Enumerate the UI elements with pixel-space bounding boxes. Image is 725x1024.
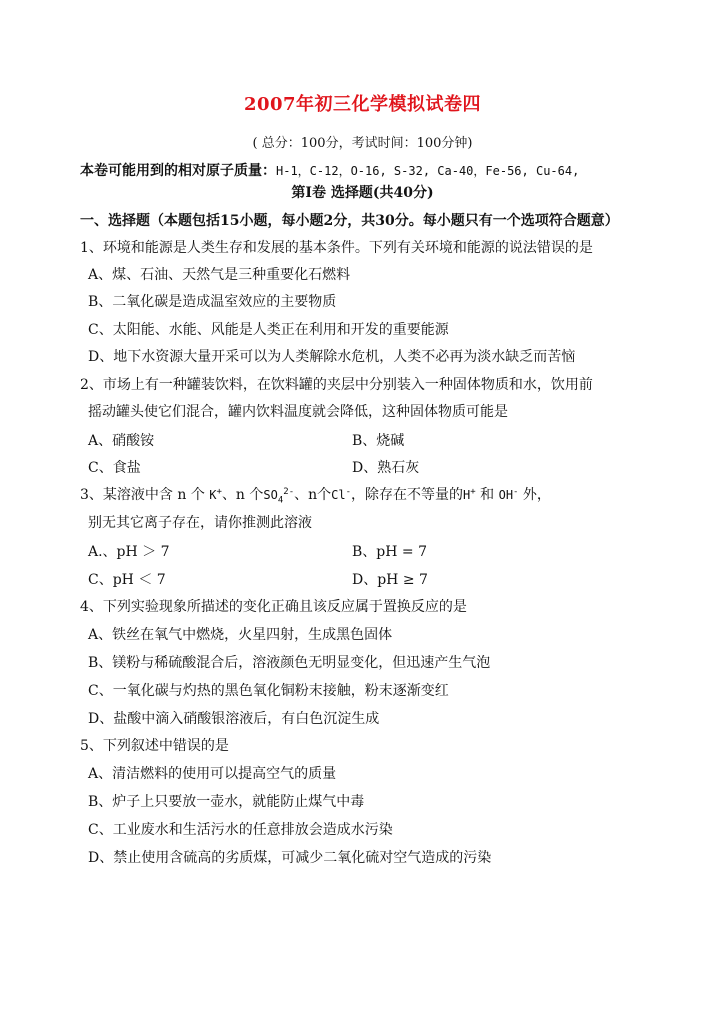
question-1-option-c: C、太阳能、水能、风能是人类正在利用和开发的重要能源 bbox=[88, 322, 449, 338]
question-3-stem-a: 3、某溶液中含 n 个 bbox=[80, 487, 205, 503]
ion-so4: $SO_4^{2-}$ bbox=[263, 487, 295, 506]
question-3-sep1: 、n 个 bbox=[221, 487, 264, 503]
question-4-option-a: A、铁丝在氧气中燃烧，火星四射，生成黑色固体 bbox=[88, 627, 393, 643]
question-1-option-b: B、二氧化碳是造成温室效应的主要物质 bbox=[88, 294, 337, 310]
question-3-and: 和 bbox=[475, 487, 499, 503]
question-5-option-a: A、清洁燃料的使用可以提高空气的质量 bbox=[88, 766, 337, 782]
ion-cl: Cl- bbox=[331, 487, 352, 502]
ion-k: K+ bbox=[209, 487, 222, 502]
part1-title: 第Ⅰ卷 选择题(共40分) bbox=[291, 185, 434, 201]
question-3-option-d: D、pH ≥ 7 bbox=[352, 572, 428, 588]
question-3-stem-continued: 别无其它离子存在，请你推测此溶液 bbox=[88, 515, 312, 531]
question-3-sep2: 、n个 bbox=[294, 487, 332, 503]
atomic-mass-values: H-1，C-12，O-16, S-32, Ca-40，Fe-56, Cu-64, bbox=[276, 164, 580, 178]
question-5-stem: 5、下列叙述中错误的是 bbox=[80, 738, 229, 754]
question-5-option-d: D、禁止使用含硫高的劣质煤，可减少二氧化硫对空气造成的污染 bbox=[88, 850, 492, 866]
question-3-option-a: A.、pH ＞ 7 bbox=[88, 544, 170, 560]
exam-title: 2007年初三化学模拟试卷四 bbox=[243, 94, 482, 115]
question-4-option-c: C、一氧化碳与灼热的黑色氧化铜粉末接触，粉末逐渐变红 bbox=[88, 683, 449, 699]
question-3-stem-b: ，除存在不等量的 bbox=[351, 487, 464, 503]
ion-h: H+ bbox=[463, 487, 476, 502]
question-5-option-b: B、炉子上只要放一壶水，就能防止煤气中毒 bbox=[88, 794, 365, 810]
question-2-stem: 2、市场上有一种罐装饮料，在饮料罐的夹层中分别装入一种固体物质和水，饮用前 bbox=[80, 377, 593, 393]
atomic-mass-label: 本卷可能用到的相对原子质量： bbox=[80, 163, 276, 179]
question-2-stem-continued: 摇动罐头使它们混合，罐内饮料温度就会降低，这种固体物质可能是 bbox=[88, 404, 508, 420]
question-1-option-d: D、地下水资源大量开采可以为人类解除水危机，人类不必再为淡水缺乏而苦恼 bbox=[88, 349, 576, 365]
question-5-option-c: C、工业废水和生活污水的任意排放会造成水污染 bbox=[88, 822, 393, 838]
exam-subtitle: ( 总分：100分，考试时间：100分钟) bbox=[252, 136, 473, 151]
question-2-option-a: A、硝酸铵 bbox=[88, 433, 155, 449]
question-3-stem-c: 外， bbox=[518, 487, 551, 503]
question-2-option-d: D、熟石灰 bbox=[352, 460, 420, 476]
question-3-option-b: B、pH = 7 bbox=[352, 544, 427, 560]
question-2-option-b: B、烧碱 bbox=[352, 433, 405, 449]
question-4-option-d: D、盐酸中滴入硝酸银溶液后，有白色沉淀生成 bbox=[88, 711, 380, 727]
question-1-stem: 1、环境和能源是人类生存和发展的基本条件。下列有关环境和能源的说法错误的是 bbox=[80, 240, 593, 256]
question-3-stem bbox=[80, 484, 551, 505]
question-4-stem: 4、下列实验现象所描述的变化正确且该反应属于置换反应的是 bbox=[80, 599, 467, 615]
question-4-option-b: B、镁粉与稀硫酸混合后，溶液颜色无明显变化，但迅速产生气泡 bbox=[88, 655, 491, 671]
atomic-mass-line bbox=[80, 160, 579, 180]
question-3-option-c: C、pH ＜ 7 bbox=[88, 572, 166, 588]
ion-oh: OH- bbox=[498, 487, 519, 502]
question-1-option-a: A、煤、石油、天然气是三种重要化石燃料 bbox=[88, 267, 351, 283]
section-heading: 一、选择题（本题包括15小题，每小题2分，共30分。每小题只有一个选项符合题意） bbox=[80, 213, 619, 229]
question-2-option-c: C、食盐 bbox=[88, 460, 141, 476]
